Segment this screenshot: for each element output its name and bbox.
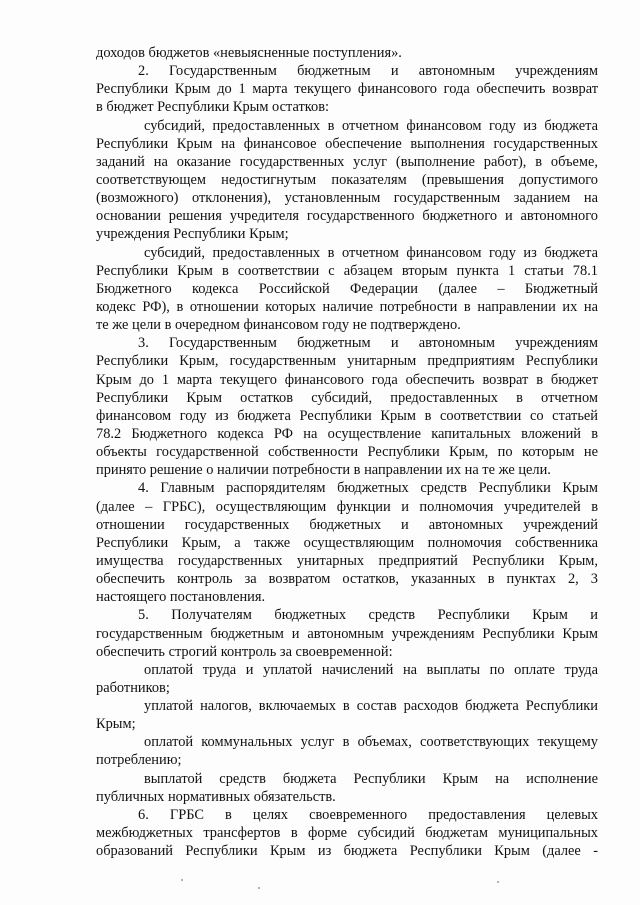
- text-line: отношении государственных бюджетных и автономных учреждений: [96, 516, 598, 533]
- text-line: кодекс РФ), в отношении которых наличие потребности в направлении их на: [96, 298, 598, 315]
- text-line: Республики Крым, а также осуществляющим полномочия собственника: [96, 534, 598, 551]
- text-line: публичных нормативных обязательств.: [96, 788, 336, 805]
- text-line: доходов бюджетов «невыясненные поступления».: [96, 45, 402, 61]
- text-line: соответствующем недостигнутым показателям (превышения допустимого: [96, 171, 598, 188]
- text-line: имущества государственных унитарных предприятий Республики Крым,: [96, 552, 598, 569]
- text-line: Республики Крым на финансовое обеспечение выполнения государственных: [96, 135, 598, 152]
- text-line: Республики Крым остатков субсидий, предоставленных в отчетном: [96, 389, 598, 406]
- text-line: объекты государственной собственности Республики Крым, по которым не: [96, 444, 598, 461]
- text-line: учреждения Республики Крым;: [96, 226, 289, 243]
- text-line: Крым до 1 марта текущего финансового года обеспечить возврат в бюджет: [96, 371, 598, 388]
- text-line: субсидий, предоставленных в отчетном финансовом году из бюджета: [144, 244, 598, 261]
- text-line: Крым;: [96, 716, 136, 733]
- text-line: оплатой труда и уплатой начислений на выплаты по оплате труда: [144, 661, 598, 678]
- text-line: основании решения учредителя государственного бюджетного и автономного: [96, 208, 598, 225]
- text-line: обеспечить контроль за возвратом остатков, указанных в пунктах 2, 3: [96, 571, 598, 588]
- text-line: 4. Главным распорядителям бюджетных средств Республики Крым: [138, 480, 598, 497]
- text-line: Республики Крым до 1 марта текущего финансового года обеспечить возврат: [96, 81, 598, 98]
- text-line: (возможного) отклонения), установленным государственным заданием на: [96, 190, 598, 207]
- text-line: выплатой средств бюджета Республики Крым на исполнение: [144, 770, 598, 787]
- text-line: финансовом году из бюджета Республики Крым в соответствии со статьей: [96, 407, 598, 424]
- text-line: 3. Государственным бюджетным и автономным учреждениям: [138, 335, 598, 352]
- text-line: (далее – ГРБС), осуществляющим функции и полномочия учредителей в: [96, 498, 598, 515]
- scan-speck: [181, 879, 183, 881]
- text-line: образований Республики Крым из бюджета Республики Крым (далее -: [96, 843, 598, 860]
- text-line: работников;: [96, 679, 170, 696]
- text-line: Республики Крым, государственным унитарным предприятиям Республики: [96, 353, 598, 370]
- text-line: Бюджетного кодекса Российской Федерации (далее – Бюджетный: [96, 280, 598, 297]
- text-line: в бюджет Республики Крым остатков:: [96, 99, 329, 116]
- text-line: государственным бюджетным и автономным учреждениям Республики Крым: [96, 625, 598, 642]
- text-line: потреблению;: [96, 752, 182, 769]
- text-line: 2. Государственным бюджетным и автономным учреждениям: [138, 63, 598, 80]
- text-line: оплатой коммунальных услуг в объемах, соответствующих текущему: [144, 734, 598, 751]
- text-line: Республики Крым в соответствии с абзацем вторым пункта 1 статьи 78.1: [96, 262, 598, 279]
- text-line: 5. Получателям бюджетных средств Республики Крым и: [138, 607, 598, 624]
- text-line: 78.2 Бюджетного кодекса РФ на осуществление капитальных вложений в: [96, 425, 598, 442]
- text-line: принято решение о наличии потребности в направлении их на те же цели.: [96, 462, 551, 479]
- text-line: уплатой налогов, включаемых в состав расходов бюджета Республики: [144, 698, 598, 715]
- text-line: межбюджетных трансфертов в форме субсидий бюджетам муниципальных: [96, 825, 598, 842]
- text-line: те же цели в очередном финансовом году не подтверждено.: [96, 317, 461, 334]
- document-body: [96, 44, 598, 860]
- text-line: обеспечить строгий контроль за своевременной:: [96, 643, 393, 660]
- text-line: заданий на оказание государственных услуг (выполнение работ), в объеме,: [96, 153, 598, 170]
- scan-speck: [497, 881, 499, 883]
- scan-speck: [258, 887, 260, 889]
- text-line: субсидий, предоставленных в отчетном финансовом году из бюджета: [144, 117, 598, 134]
- text-line: 6. ГРБС в целях своевременного предоставления целевых: [138, 806, 598, 823]
- text-line: настоящего постановления.: [96, 589, 266, 606]
